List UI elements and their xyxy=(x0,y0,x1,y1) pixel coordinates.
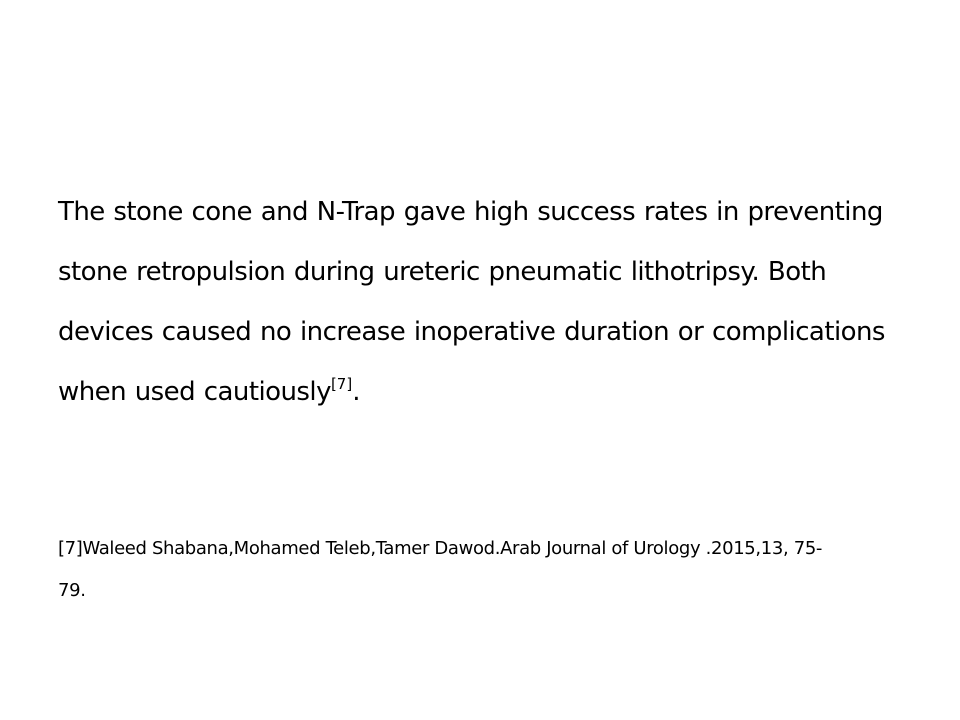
body-line-4-text: when used cautiously xyxy=(58,377,331,407)
reference-note xyxy=(58,528,918,612)
body-line-4-period: . xyxy=(352,377,360,407)
reference-line-1: [7]Waleed Shabana,Mohamed Teleb,Tamer Dawod.Arab Journal of Urology .2015,13, 75- xyxy=(58,538,823,559)
citation-superscript: [7] xyxy=(330,375,353,393)
body-line-2: stone retropulsion during ureteric pneumatic lithotripsy. Both xyxy=(58,257,827,287)
body-line-3: devices caused no increase inoperative duration or complications xyxy=(58,317,885,347)
body-paragraph xyxy=(58,182,918,422)
body-line-1: The stone cone and N-Trap gave high success rates in preventing xyxy=(58,197,883,227)
body-line-4 xyxy=(58,362,918,422)
reference-line-2: 79. xyxy=(58,580,86,601)
